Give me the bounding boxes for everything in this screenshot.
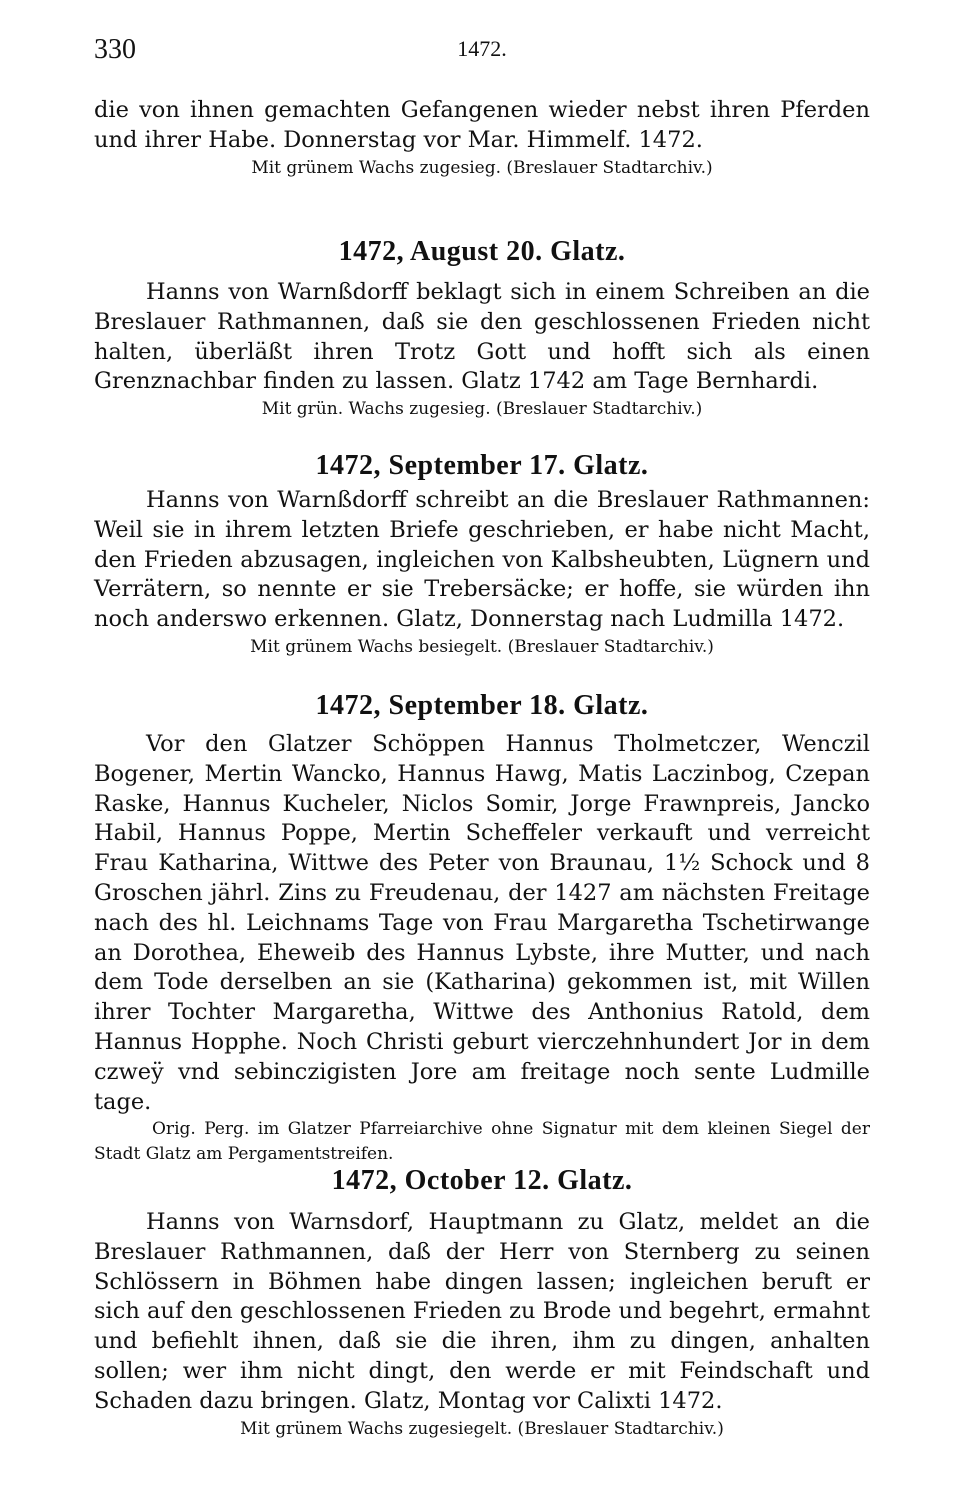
entry-source-note: Orig. Perg. im Glatzer Pfarreiarchive ohne Signatur mit dem kleinen Siegel der Stadt Glatz am Pergamentstreifen. xyxy=(94,1119,870,1165)
entry-heading: 1472, September 18. Glatz. xyxy=(315,690,649,721)
entry-source-note: Mit grünem Wachs zugesiegelt. (Breslauer Stadtarchiv.) xyxy=(240,1418,724,1439)
entry-text: Hanns von Warnsdorf, Hauptmann zu Glatz, meldet an die Breslauer Rathmannen, daß der Herr von Sternberg zu seinen Schlössern in Böhmen habe dingen lassen; ingleichen beruft er sich auf den geschlossenen Frieden zu Brode und begehrt, ermahnt und befiehlt ihnen, daß sie die ihren, ihm zu dingen, anhalten sollen; wer ihm nicht dingt, den werde er mit Feindschaft und Schaden dazu bringen. Glatz, Montag vor Calixti 1472. xyxy=(94,1209,870,1414)
page-number: 330 xyxy=(94,34,136,65)
running-header xyxy=(94,30,870,70)
entry-text: Hanns von Warnßdorff beklagt sich in einem Schreiben an die Breslauer Rathmannen, daß sie den geschlossenen Frieden nicht halten, überläßt ihren Trotz Gott und hofft sich als einen Grenznachbar finden zu lassen. Glatz 1742 am Tage Bernhardi. xyxy=(94,279,870,395)
header-year: 1472. xyxy=(457,36,507,61)
entry-body xyxy=(94,1208,870,1442)
entry-text: Vor den Glatzer Schöppen Hannus Tholmetczer, Wenczil Bogener, Mertin Wancko, Hannus Hawg, Matis Laczinbog, Czepan Raske, Hannus Kucheler, Niclos Somir, Jorge Frawnpreis, Jancko Habil, Hannus Poppe, Mertin Scheffeler verkauft und verreicht Frau Katharina, Wittwe des Peter von Braunau, 1½ Schock und 8 Groschen jährl. Zins zu Freudenau, der 1427 am nächsten Freitage nach des hl. Leichnams Tage von Frau Margaretha Tschetirwange an Dorothea, Eheweib des Hannus Lybste, ihre Mutter, und nach dem Tode derselben an sie (Katharina) gekommen ist, mit Willen ihrer Tochter Margaretha, Wittwe des Anthonius Ratold, dem Hannus Hopphe. Noch Christi geburt vierczehnhundert Jor in dem czweÿ vnd sebinczigisten Jore am freitage noch sente Ludmille tage. xyxy=(94,731,870,1115)
entry-source-note: Mit grünem Wachs besiegelt. (Breslauer Stadtarchiv.) xyxy=(250,636,714,657)
entry-heading: 1472, September 17. Glatz. xyxy=(315,450,649,481)
document-page xyxy=(94,30,870,1439)
entry-text: die von ihnen gemachten Gefangenen wieder nebst ihren Pferden und ihrer Habe. Donnerstag vor Mar. Himmelf. 1472. xyxy=(94,97,870,153)
entry-body xyxy=(94,486,870,660)
entry-heading: 1472, August 20. Glatz. xyxy=(338,236,626,267)
entry-heading: 1472, October 12. Glatz. xyxy=(331,1165,633,1196)
entry-continuation xyxy=(94,96,870,181)
entry-source-note: Mit grün. Wachs zugesieg. (Breslauer Stadtarchiv.) xyxy=(261,399,703,420)
entry-text: Hanns von Warnßdorff schreibt an die Breslauer Rathmannen: Weil sie in ihrem letzten Briefe geschrieben, er habe nicht Macht, den Frieden abzusagen, ingleichen von Kalbsheubten, Lügnern und Verrätern, so nennte er sie Trebersäcke; er hoffe, sie würden ihn noch anderswo erkennen. Glatz, Donnerstag nach Ludmilla 1472. xyxy=(94,487,870,633)
entry-body xyxy=(94,278,870,422)
entry-source-note: Mit grünem Wachs zugesieg. (Breslauer Stadtarchiv.) xyxy=(251,157,713,178)
entry-body xyxy=(94,730,870,1167)
